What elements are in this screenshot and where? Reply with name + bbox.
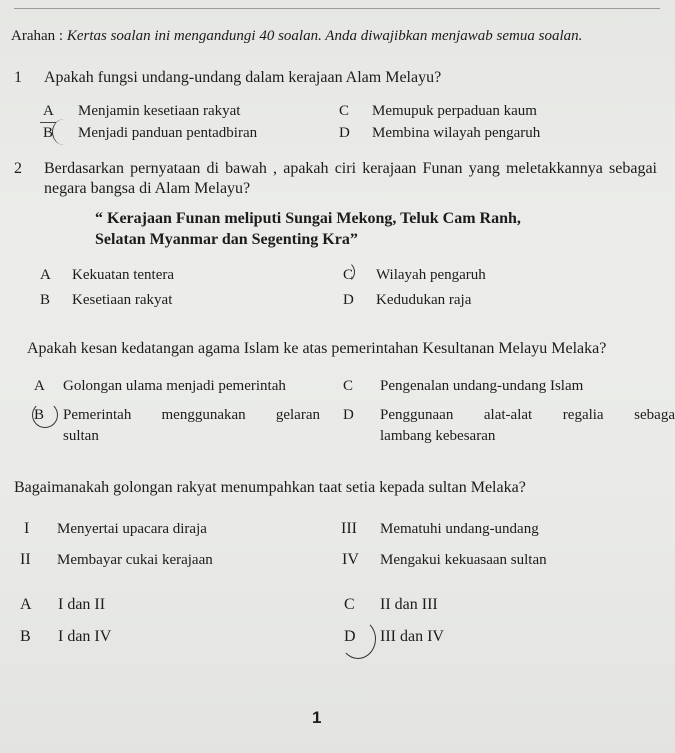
q2-option-b-text: Kesetiaan rakyat	[72, 292, 173, 308]
q3-option-a-letter[interactable]: A	[34, 378, 45, 394]
q4-text: Bagaimanakah golongan rakyat menumpahkan taat setia kepada sultan Melaka?	[14, 479, 526, 496]
q4-option-b-text: I dan IV	[58, 628, 112, 645]
q4-option-d-letter[interactable]: D	[344, 628, 356, 645]
q2-text-line1: Berdasarkan pernyataan di bawah , apakah ciri kerajaan Funan yang meletakkannya sebagai	[44, 160, 657, 177]
q1-option-b-text: Menjadi panduan pentadbiran	[78, 125, 258, 141]
q4-statement-ii-label: II	[20, 551, 31, 568]
instruction-text: Kertas soalan ini mengandungi 40 soalan. Anda diwajibkan menjawab semua soalan.	[66, 28, 583, 44]
q2-option-d-letter[interactable]: D	[343, 292, 354, 308]
q2-option-a-letter[interactable]: A	[40, 267, 51, 283]
instruction-prefix: Arahan :	[11, 28, 67, 44]
q1-text: Apakah fungsi undang-undang dalam kerajaan Alam Melayu?	[44, 69, 442, 86]
q4-statement-ii-text: Membayar cukai kerajaan	[57, 552, 213, 568]
q3-option-b-text-line2: sultan	[63, 428, 99, 444]
q1-number: 1	[14, 69, 22, 86]
q3-option-d-text-line1: Penggunaan alat-alat regalia sebaga	[380, 407, 675, 423]
q2-option-b-letter[interactable]: B	[40, 292, 51, 308]
q1-option-b-mark	[52, 119, 76, 145]
q2-option-d-text: Kedudukan raja	[376, 292, 472, 308]
q2-text-line2: negara bangsa di Alam Melayu?	[44, 180, 251, 197]
q4-statement-iii-text: Mematuhi undang-undang	[380, 521, 539, 537]
q3-option-c-letter[interactable]: C	[343, 378, 354, 394]
q2-option-c-letter[interactable]: C	[343, 267, 354, 283]
q4-statement-i-label: I	[24, 520, 30, 537]
q4-option-a-text: I dan II	[58, 596, 106, 613]
q3-option-a-text: Golongan ulama menjadi pemerintah	[63, 378, 286, 394]
q2-quote-line2: Selatan Myanmar dan Segenting Kra”	[95, 231, 358, 248]
q4-option-a-letter[interactable]: A	[20, 596, 32, 613]
q2-number: 2	[14, 160, 22, 177]
q3-option-c-text: Pengenalan undang-undang Islam	[380, 378, 584, 394]
q1-option-a-text: Menjamin kesetiaan rakyat	[78, 103, 241, 119]
q1-option-b-letter[interactable]: B	[43, 125, 54, 141]
top-rule	[14, 8, 660, 9]
q3-option-d-text-line2: lambang kebesaran	[380, 428, 496, 444]
q4-option-d-text: III dan IV	[380, 628, 444, 645]
q3-option-d-letter[interactable]: D	[343, 407, 354, 423]
q4-statement-i-text: Menyertai upacara diraja	[57, 521, 207, 537]
page-number: 1	[312, 708, 322, 727]
q1-option-a-letter[interactable]: A	[43, 103, 54, 119]
q1-option-c-letter[interactable]: C	[339, 103, 350, 119]
q2-option-a-text: Kekuatan tentera	[72, 267, 175, 283]
q3-option-b-text-line1: Pemerintah menggunakan gelaran	[63, 407, 320, 423]
q2-quote-line1: “ Kerajaan Funan meliputi Sungai Mekong, Teluk Cam Ranh,	[95, 210, 521, 227]
q1-option-c-text: Memupuk perpaduan kaum	[372, 103, 537, 119]
q4-statement-iv-text: Mengakui kekuasaan sultan	[380, 552, 547, 568]
q1-option-d-letter[interactable]: D	[339, 125, 350, 141]
q4-option-c-letter[interactable]: C	[344, 596, 355, 613]
q3-text: Apakah kesan kedatangan agama Islam ke atas pemerintahan Kesultanan Melayu Melaka?	[27, 340, 607, 357]
q2-option-c-text: Wilayah pengaruh	[376, 267, 486, 283]
q4-statement-iv-label: IV	[342, 551, 359, 568]
instruction	[11, 28, 582, 45]
q4-option-b-letter[interactable]: B	[20, 628, 31, 645]
q4-option-c-text: II dan III	[380, 596, 438, 613]
q1-option-d-text: Membina wilayah pengaruh	[372, 125, 541, 141]
q4-statement-iii-label: III	[341, 520, 357, 537]
q1-option-a-underline	[40, 122, 56, 123]
q3-option-b-letter[interactable]: B	[34, 407, 45, 423]
